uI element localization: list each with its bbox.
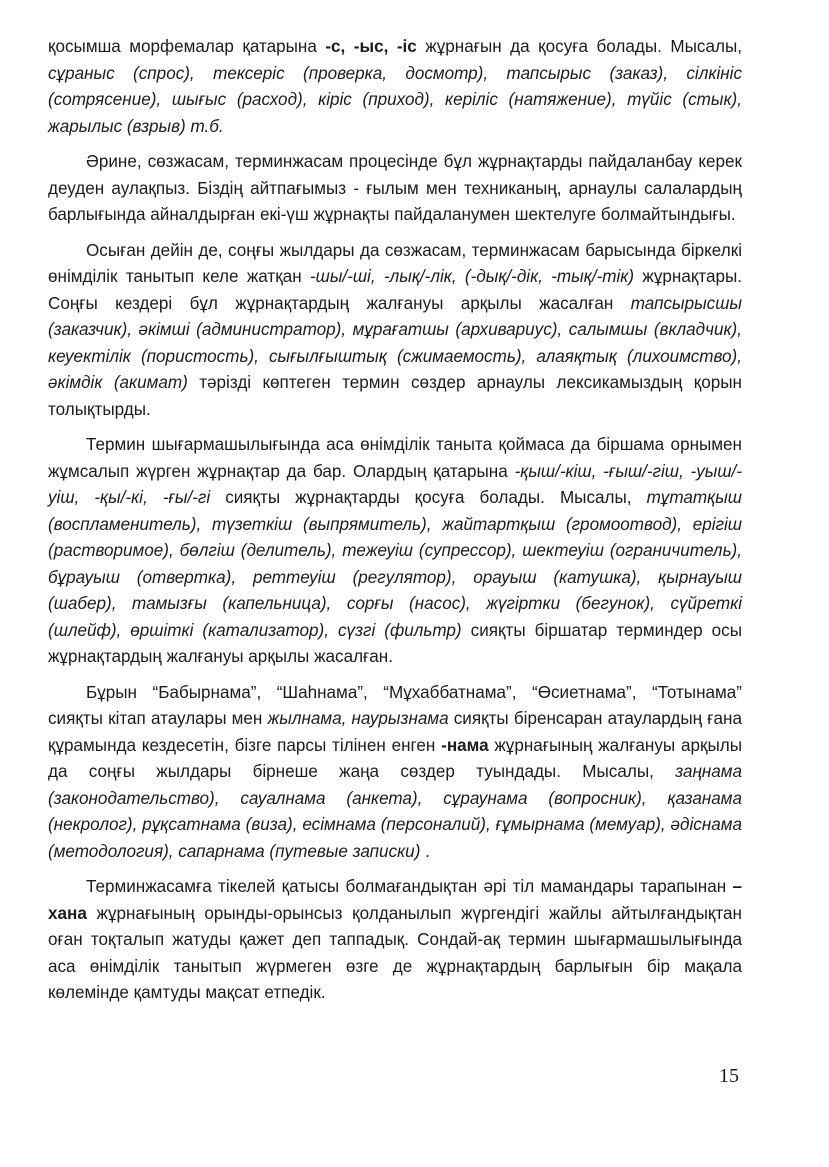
text-run: жұрнағын да қосуға болады. Мысалы,: [416, 37, 742, 56]
text-run: жұрнақтары. Соңғы кездері бұл жұрнақтардың жалғануы арқылы жасалған: [48, 267, 742, 313]
italic-run: тапсырысшы (заказчик), әкімші (администратор), мұрағатшы (архивариус), салымшы (вкладчик), кеуектілік (пористость), сығылғыштық (сжимаемость), алаяқтық (лихоимство), әкімдік (акимат): [48, 293, 742, 392]
paragraph: [48, 680, 742, 866]
text-run: тәрізді көптеген термин сөздер арнаулы лексикамыздың қорын толықтырды.: [48, 373, 742, 419]
italic-run: тұтатқыш (воспламенитель), түзеткіш (выпрямитель), жайтартқыш (громоотвод), ерігіш (растворимое), бөлгіш (делитель), тежеуіш (супрессор), шектеуіш (ограничитель), бұрауыш (отвертка), реттеуіш (регулятор), орауыш (катушка), қырнауыш (шабер), тамызғы (капельница), сорғы (насос), жүгіртки (бегунок), сүйреткі (шлейф), өршіткі (катализатор), сүзгі (фильтр): [48, 488, 742, 640]
text-run: Терминжасамға тікелей қатысы болмағандықтан әрі тіл мамандары тарапынан: [86, 877, 733, 896]
paragraph: [48, 432, 742, 671]
text-run: қосымша морфемалар қатарына: [48, 37, 326, 56]
text-run: Термин шығармашылығында аса өнімділік танытa қоймаса да біршама орнымен жұмсалып жүрген жұрнақтар да бар. Олардың қатарына: [48, 435, 742, 481]
italic-run: -қыш/-кіш, -ғыш/-гіш, -уыш/-уіш, -қы/-кі, -ғы/-гі: [48, 461, 742, 507]
bold-run: –хана: [48, 877, 742, 923]
text-run: сияқты біренсаран атаулардың ғана құрамында кездесетін, бізге парсы тілінен енген: [48, 709, 742, 755]
text-run: жұрнағының жалғануы арқылы да соңғы жылдары бірнеше жаңа сөздер туындады. Мысалы,: [48, 735, 742, 781]
italic-run: -шы/-ші, -лық/-лік, (-дық/-дік, -тық/-тік): [309, 267, 635, 286]
text-run: сияқты біршатар терминдер осы жұрнақтардың жалғануы арқылы жасалған.: [48, 620, 742, 666]
italic-run: заңнама (законодательство), сауалнама (анкета), сұраунама (вопросник), қазанама (некролог), рұқсатнама (виза), есімнама (персоналий), ғұмырнама (мемуар), әдіснама (методология), сапарнама (путевые записки): [48, 762, 742, 861]
italic-run: жылнама, наурызнама: [267, 709, 449, 728]
text-run: Бұрын “Бабырнама”, “Шаһнама”, “Мұхаббатнама”, “Өсиетнама”, “Тотынама” сияқты кітап атаулары мен: [48, 682, 742, 728]
paragraph: [48, 34, 742, 140]
text-run: Әрине, сөзжасам, терминжасам процесінде бұл жұрнақтарды пайдаланбау керек деуден аулақпыз. Біздің айтпағымыз - ғылым мен техниканың, арнаулы салалардың барлығында айналдырған екі-үш жұрнақты пайдаланумен шектелуге болмайтындығы.: [48, 152, 742, 224]
paragraph: [48, 149, 742, 229]
text-run: Осыған дейін де, соңғы жылдары да сөзжасам, терминжасам барысында біркелкі өнімділік танытып келе жатқан: [48, 240, 742, 286]
paragraph: [48, 238, 742, 424]
italic-run: сұраныс (спрос), тексеріс (проверка, досмотр), тапсырыс (заказ), сілкініс (сотрясение), шығыс (расход), кіріс (приход), керіліс (натяжение), түйіс (стык), жарылыс (взрыв) т.б.: [48, 63, 742, 136]
text-run: жұрнағының орынды-орынсыз қолданылып жүргендігі жайлы айтылғандықтан оған тоқталып жатуды қажет деп таппадық. Сондай-ақ термин шығармашылығында аса өнімділік танытып жүрмеген өзге де жұрнақтардың барлығын бір мақала көлемінде қамтуды мақсат етпедік.: [48, 903, 742, 1002]
body-text: [48, 34, 742, 1016]
paragraph: [48, 874, 742, 1007]
bold-run: -с, -ыс, -іс: [325, 37, 417, 56]
bold-run: -нама: [441, 735, 489, 755]
text-run: сияқты жұрнақтарды қосуға болады. Мысалы,: [210, 488, 647, 507]
page-number: 15: [719, 1065, 739, 1087]
text-run: .: [420, 841, 430, 861]
